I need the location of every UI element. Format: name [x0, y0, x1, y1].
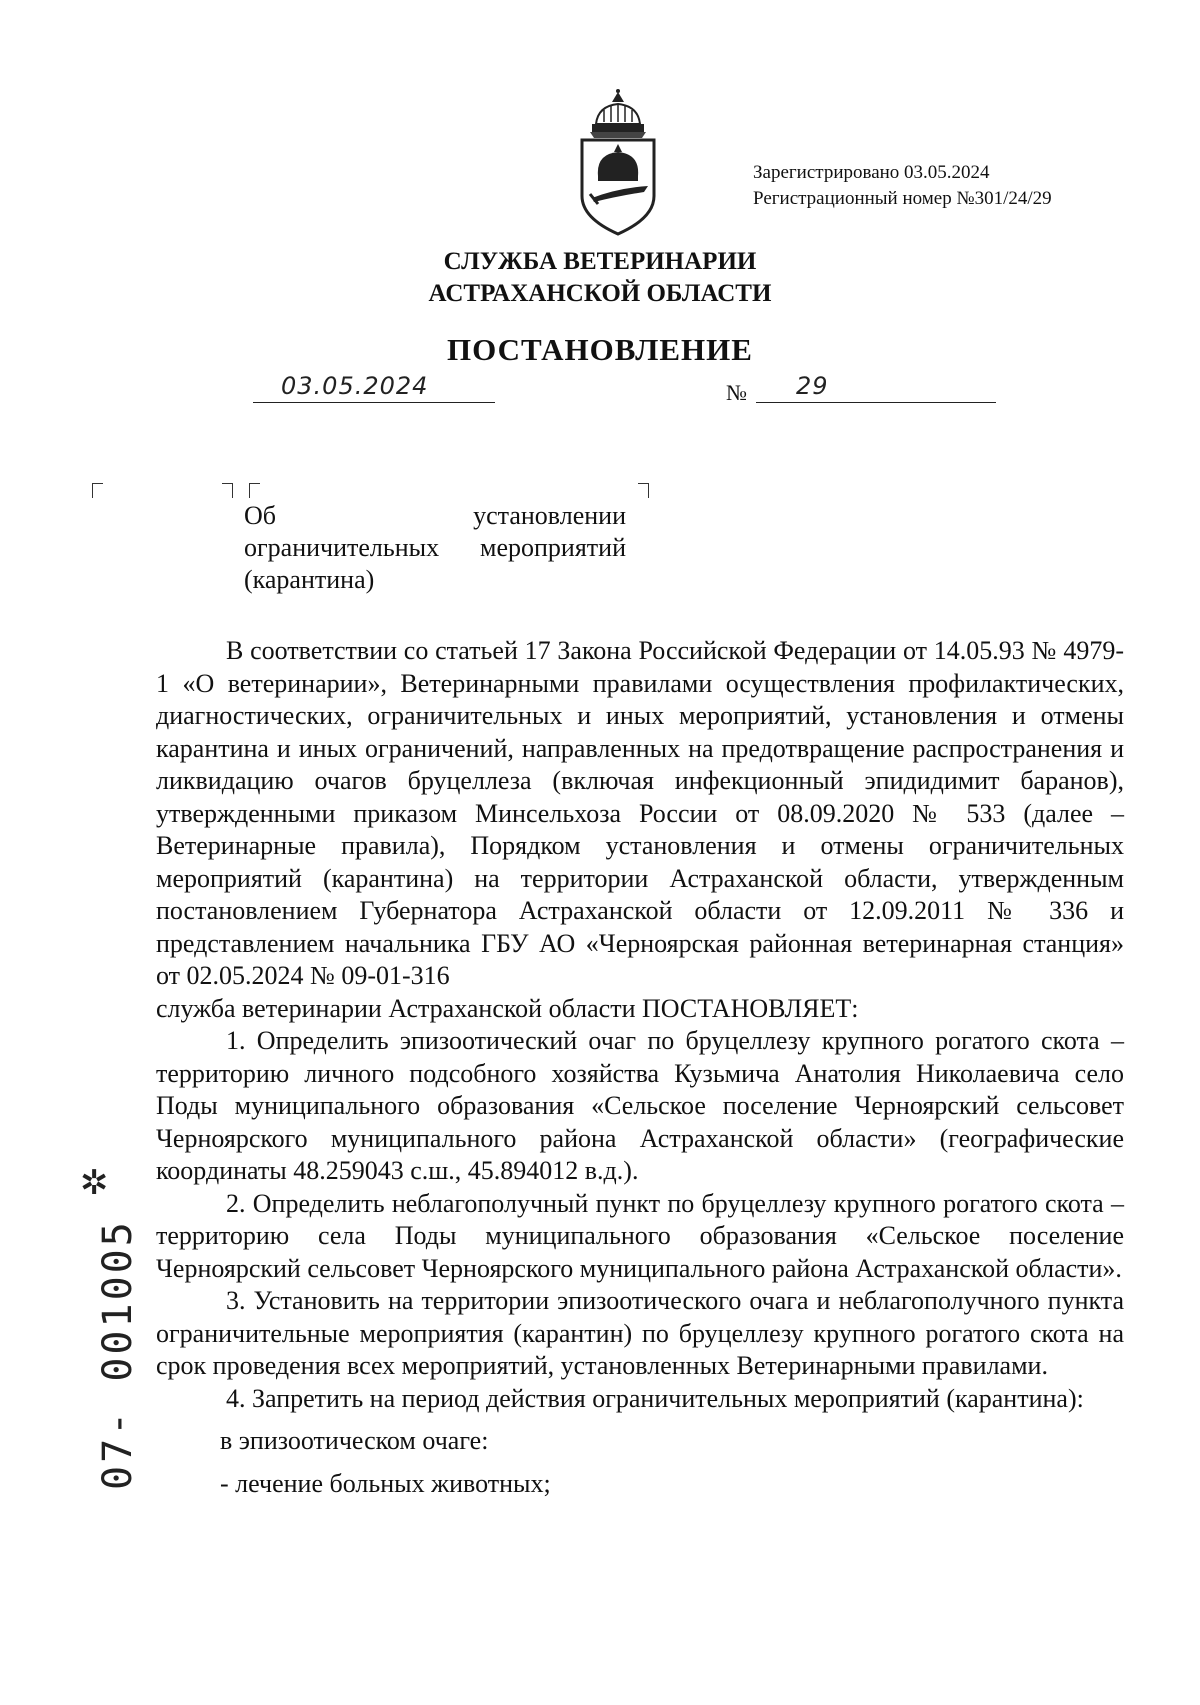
item-4-bullet-1: - лечение больных животных; [220, 1468, 551, 1498]
item-2: 2. Определить неблагополучный пункт по бруцеллезу крупного рогатого скота – территорию села Поды муниципального образования «Сельское поселение Черноярский сельсовет Черноярского муниципального района Астраханской области». [156, 1188, 1124, 1283]
document-body [156, 635, 1124, 1500]
item-3: 3. Установить на территории эпизоотического очага и неблагополучного пункта ограничительные мероприятия (карантин) по бруцеллезу крупного рогатого скота на срок проведения всех мероприятий, установленных Ветеринарными правилами. [156, 1286, 1124, 1380]
document-type: ПОСТАНОВЛЕНИЕ [447, 332, 753, 367]
registration-info [753, 160, 1052, 212]
number-field [756, 372, 996, 403]
item-1: 1. Определить эпизоотический очаг по бруцеллезу крупного рогатого скота – территорию личного подсобного хозяйства Кузьмича Анатолия Николаевича село Поды муниципального образования «Сельское поселение Черноярский сельсовет Черноярского муниципального района Астраханской области» (географические координаты 48.259043 с.ш., 45.894012 в.д.). [156, 1026, 1124, 1185]
number-handwritten: 29 [796, 372, 829, 400]
star-mark: ✲ [80, 1163, 109, 1203]
registration-number: Регистрационный номер №301/24/29 [753, 188, 1052, 209]
corner-mark [638, 483, 649, 498]
document-subject: Об установлении ограничительных мероприятий (карантина) [244, 501, 626, 594]
org-line-1: СЛУЖБА ВЕТЕРИНАРИИ [443, 248, 757, 275]
item-4: 4. Запретить на период действия ограничительных мероприятий (карантина): [226, 1383, 1084, 1413]
org-line-2: АСТРАХАНСКОЙ ОБЛАСТИ [428, 280, 772, 307]
date-handwritten: 03.05.2024 [281, 372, 429, 400]
side-stamp-code: 07- 001005 [95, 1219, 141, 1490]
corner-mark [249, 483, 260, 498]
resolves-line: служба ветеринарии Астраханской области ПОСТАНОВЛЯЕТ: [156, 993, 859, 1023]
corner-mark [92, 483, 103, 498]
date-field [253, 372, 495, 403]
registered-date: Зарегистрировано 03.05.2024 [753, 162, 990, 183]
item-4-sub: в эпизоотическом очаге: [220, 1426, 489, 1455]
coat-of-arms-icon [568, 88, 668, 238]
corner-mark [222, 483, 233, 498]
preamble: В соответствии со статьей 17 Закона Российской Федерации от 14.05.93 № 4979-1 «О ветеринарии», Ветеринарными правилами осуществления профилактических, диагностических, ограничительных и иных мероприятий, установления и отмены карантина и иных ограничений, направленных на предотвращение распространения и ликвидацию очагов бруцеллеза (включая инфекционный эпидидимит баранов), утвержденными приказом Минсельхоза России от 08.09.2020 № 533 (далее – Ветеринарные правила), Порядком установления и отмены ограничительных мероприятий (карантина) на территории Астраханской области, утвержденным постановлением Губернатора Астраханской области от 12.09.2011 № 336 и представлением начальника ГБУ АО «Черноярская районная ветеринарная станция» от 02.05.2024 № 09-01-316 [156, 636, 1124, 990]
organization-name [0, 246, 1200, 310]
number-label: № [726, 380, 747, 405]
